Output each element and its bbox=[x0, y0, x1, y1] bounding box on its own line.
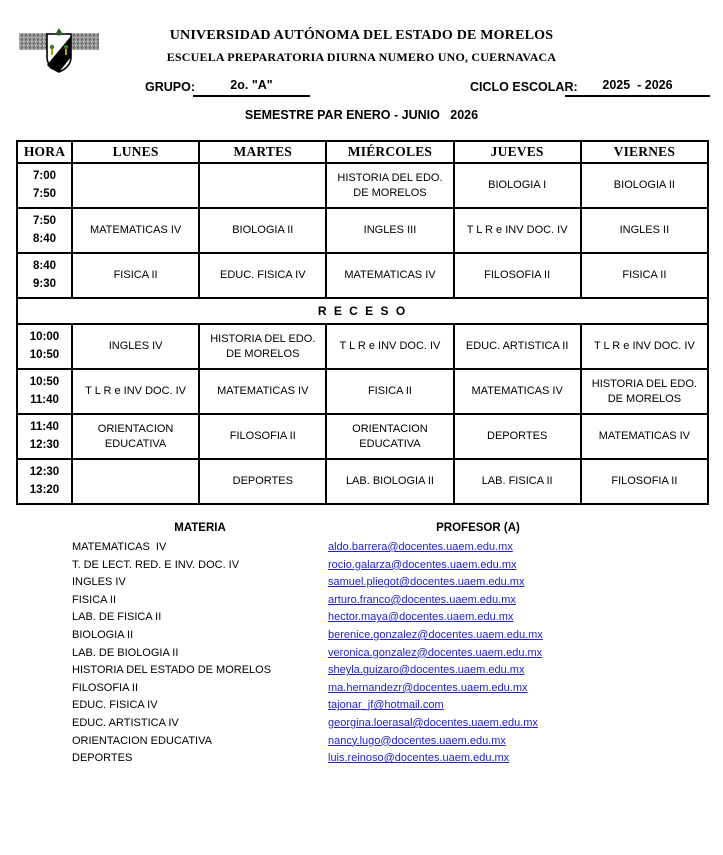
profesor-header: PROFESOR (A) bbox=[436, 522, 520, 534]
table-row bbox=[17, 253, 708, 298]
schedule-cell: EDUC. FISICA IV bbox=[199, 253, 326, 298]
materia-name: MATEMATICAS IV bbox=[72, 541, 167, 553]
schedule-cell: BIOLOGIA II bbox=[581, 163, 708, 208]
time-start: 7:50 bbox=[32, 215, 57, 228]
schedule-cell: ORIENTACION EDUCATIVA bbox=[72, 414, 199, 459]
document-header bbox=[0, 28, 723, 65]
time-end: 8:40 bbox=[32, 232, 57, 245]
schedule-cell: INGLES III bbox=[326, 208, 453, 253]
list-item bbox=[72, 594, 652, 612]
professor-email-link[interactable]: tajonar_jf@hotmail.com bbox=[328, 699, 444, 712]
materia-name: FISICA II bbox=[72, 593, 117, 606]
group-value: 2o. "A" bbox=[193, 78, 310, 97]
professor-email-link[interactable]: ma.hernandezr@docentes.uaem.edu.mx bbox=[328, 681, 528, 694]
professor-email-link[interactable]: veronica.gonzalez@docentes.uaem.edu.mx bbox=[328, 646, 543, 659]
time-start: 12:30 bbox=[29, 466, 60, 479]
time-end: 13:20 bbox=[29, 483, 60, 496]
materia-name: T. DE LECT. RED. E INV. DOC. IV bbox=[72, 558, 240, 571]
col-header-jueves: JUEVES bbox=[454, 141, 581, 163]
materia-name: DEPORTES bbox=[72, 752, 133, 765]
time-start: 8:40 bbox=[32, 260, 57, 273]
time-slot bbox=[17, 208, 72, 253]
schedule-cell: LAB. FISICA II bbox=[454, 459, 581, 504]
schedule-cell: DEPORTES bbox=[199, 459, 326, 504]
materia-name: ORIENTACION EDUCATIVA bbox=[72, 734, 212, 747]
schedule-cell: BIOLOGIA II bbox=[199, 208, 326, 253]
col-header-viernes: VIERNES bbox=[581, 141, 708, 163]
time-slot bbox=[17, 253, 72, 298]
professor-email-link[interactable]: aldo.barrera@docentes.uaem.edu.mx bbox=[328, 541, 513, 553]
schedule-cell: T L R e INV DOC. IV bbox=[72, 369, 199, 414]
schedule-cell: MATEMATICAS IV bbox=[326, 253, 453, 298]
receso-label: R E C E S O bbox=[17, 298, 708, 324]
schedule-cell: FISICA II bbox=[326, 369, 453, 414]
schedule-cell: HISTORIA DEL EDO. DE MORELOS bbox=[581, 369, 708, 414]
col-header-miercoles: MIÉRCOLES bbox=[326, 141, 453, 163]
list-item bbox=[72, 541, 652, 559]
materia-header: MATERIA bbox=[174, 522, 226, 534]
schedule-cell bbox=[72, 163, 199, 208]
schedule-cell: FILOSOFIA II bbox=[581, 459, 708, 504]
schedule-cell: T L R e INV DOC. IV bbox=[581, 324, 708, 369]
time-end: 9:30 bbox=[32, 277, 57, 290]
table-row bbox=[17, 414, 708, 459]
schedule-cell: MATEMATICAS IV bbox=[72, 208, 199, 253]
time-end: 7:50 bbox=[32, 187, 57, 200]
materia-name: HISTORIA DEL ESTADO DE MORELOS bbox=[72, 664, 272, 677]
time-start: 11:40 bbox=[30, 421, 59, 434]
materia-name: EDUC. ARTISTICA IV bbox=[72, 716, 179, 729]
table-row bbox=[17, 163, 708, 208]
professor-email-link[interactable]: samuel.pliegot@docentes.uaem.edu.mx bbox=[328, 576, 525, 589]
schedule-cell: LAB. BIOLOGIA II bbox=[326, 459, 453, 504]
list-item bbox=[72, 611, 652, 629]
materia-name: FILOSOFIA II bbox=[72, 681, 139, 694]
professor-email-link[interactable]: luis.reinoso@docentes.uaem.edu.mx bbox=[328, 752, 510, 765]
materia-name: INGLES IV bbox=[72, 576, 126, 589]
professor-email-link[interactable]: rocio.galarza@docentes.uaem.edu.mx bbox=[328, 558, 517, 571]
time-start: 10:00 bbox=[29, 331, 60, 344]
cycle-value: 2025 - 2026 bbox=[565, 78, 710, 97]
receso-row bbox=[17, 298, 708, 324]
materia-name: LAB. DE BIOLOGIA II bbox=[72, 646, 179, 659]
table-row bbox=[17, 369, 708, 414]
time-slot bbox=[17, 324, 72, 369]
time-slot bbox=[17, 459, 72, 504]
time-slot bbox=[17, 369, 72, 414]
col-header-lunes: LUNES bbox=[72, 141, 199, 163]
schedule-cell: MATEMATICAS IV bbox=[581, 414, 708, 459]
schedule-cell: DEPORTES bbox=[454, 414, 581, 459]
timetable bbox=[16, 140, 709, 505]
timetable-header-row bbox=[17, 141, 708, 163]
schedule-cell: BIOLOGIA I bbox=[454, 163, 581, 208]
schedule-cell: HISTORIA DEL EDO. DE MORELOS bbox=[199, 324, 326, 369]
col-header-martes: MARTES bbox=[199, 141, 326, 163]
schedule-cell: FILOSOFIA II bbox=[454, 253, 581, 298]
list-item bbox=[72, 629, 652, 647]
time-start: 7:00 bbox=[32, 170, 57, 183]
time-end: 11:40 bbox=[30, 393, 59, 406]
group-label: GRUPO: bbox=[145, 80, 195, 94]
professor-email-link[interactable]: nancy.lugo@docentes.uaem.edu.mx bbox=[328, 734, 506, 747]
list-item bbox=[72, 752, 652, 770]
schedule-cell bbox=[72, 459, 199, 504]
time-slot bbox=[17, 163, 72, 208]
time-end: 12:30 bbox=[29, 438, 60, 451]
professor-email-link[interactable]: berenice.gonzalez@docentes.uaem.edu.mx bbox=[328, 628, 543, 641]
university-title: UNIVERSIDAD AUTÓNOMA DEL ESTADO DE MORELOS bbox=[169, 28, 554, 43]
schedule-cell: EDUC. ARTISTICA II bbox=[454, 324, 581, 369]
schedule-cell: MATEMATICAS IV bbox=[199, 369, 326, 414]
schedule-cell: HISTORIA DEL EDO. DE MORELOS bbox=[326, 163, 453, 208]
schedule-cell: FILOSOFIA II bbox=[199, 414, 326, 459]
schedule-cell: T L R e INV DOC. IV bbox=[454, 208, 581, 253]
list-item bbox=[72, 699, 652, 717]
schedule-cell bbox=[199, 163, 326, 208]
list-item bbox=[72, 576, 652, 594]
list-item bbox=[72, 682, 652, 700]
list-item bbox=[72, 647, 652, 665]
materia-name: BIOLOGIA II bbox=[72, 628, 134, 641]
table-row bbox=[17, 324, 708, 369]
schedule-cell: FISICA II bbox=[581, 253, 708, 298]
time-start: 10:50 bbox=[29, 376, 60, 389]
professor-email-link[interactable]: arturo.franco@docentes.uaem.edu.mx bbox=[328, 593, 516, 606]
staff-headers bbox=[72, 522, 652, 534]
list-item bbox=[72, 717, 652, 735]
list-item bbox=[72, 664, 652, 682]
list-item bbox=[72, 735, 652, 753]
schedule-cell: FISICA II bbox=[72, 253, 199, 298]
schedule-cell: INGLES II bbox=[581, 208, 708, 253]
table-row bbox=[17, 208, 708, 253]
group-cycle-row bbox=[0, 78, 723, 98]
table-row bbox=[17, 459, 708, 504]
schedule-cell: ORIENTACION EDUCATIVA bbox=[326, 414, 453, 459]
professor-email-link[interactable]: sheyla.guizaro@docentes.uaem.edu.mx bbox=[328, 664, 525, 677]
time-end: 10:50 bbox=[29, 348, 60, 361]
staff-section bbox=[72, 522, 652, 770]
col-header-hora: HORA bbox=[17, 141, 72, 163]
time-slot bbox=[17, 414, 72, 459]
schedule-cell: INGLES IV bbox=[72, 324, 199, 369]
cycle-label: CICLO ESCOLAR: bbox=[470, 80, 578, 94]
professor-email-link[interactable]: hector.maya@docentes.uaem.edu.mx bbox=[328, 611, 514, 624]
professor-email-link[interactable]: georgina.loerasal@docentes.uaem.edu.mx bbox=[328, 716, 538, 729]
school-title: ESCUELA PREPARATORIA DIURNA NUMERO UNO, CUERNAVACA bbox=[166, 50, 557, 64]
semester-title: SEMESTRE PAR ENERO - JUNIO 2026 bbox=[244, 108, 479, 122]
materia-name: LAB. DE FISICA II bbox=[72, 611, 162, 624]
list-item bbox=[72, 559, 652, 577]
schedule-cell: MATEMATICAS IV bbox=[454, 369, 581, 414]
schedule-cell: T L R e INV DOC. IV bbox=[326, 324, 453, 369]
materia-name: EDUC. FISICA IV bbox=[72, 699, 158, 712]
